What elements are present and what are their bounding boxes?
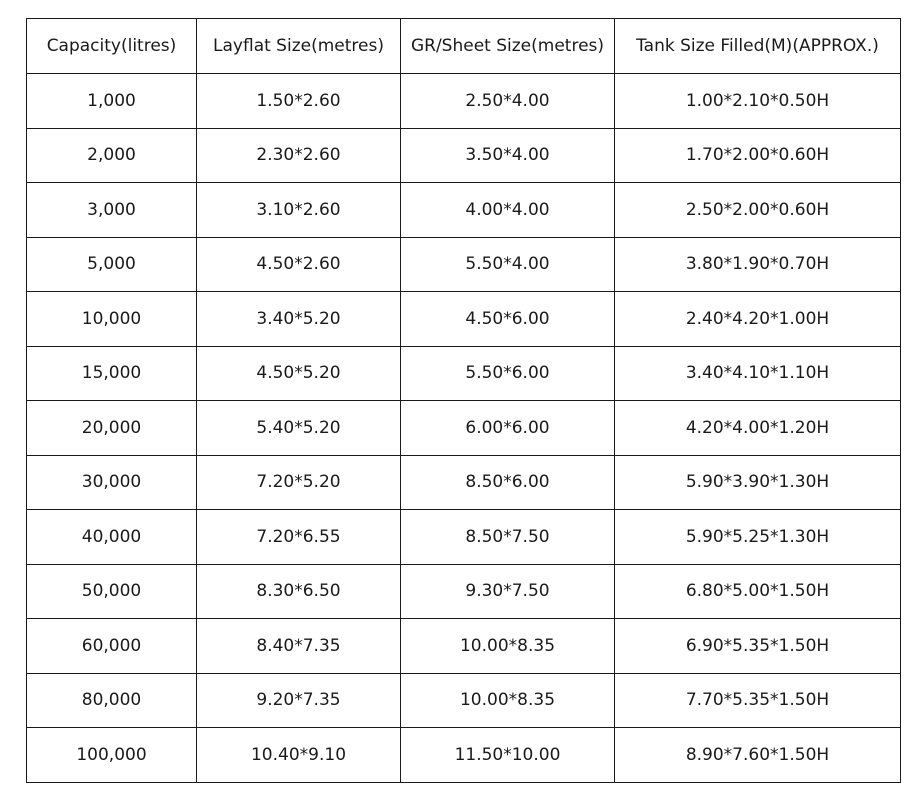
tank-size-filled-cell: 4.20*4.00*1.20H <box>615 401 901 456</box>
tank-size-filled-cell: 2.50*2.00*0.60H <box>615 183 901 238</box>
layflat-size-cell: 1.50*2.60 <box>197 74 401 129</box>
table-row <box>27 619 901 674</box>
tank-size-filled-cell: 1.70*2.00*0.60H <box>615 128 901 183</box>
header-layflat-size: Layflat Size(metres) <box>197 19 401 74</box>
table-row <box>27 728 901 783</box>
table-row <box>27 237 901 292</box>
header-capacity: Capacity(litres) <box>27 19 197 74</box>
table-row <box>27 128 901 183</box>
table-body <box>27 74 901 783</box>
tank-size-filled-cell: 7.70*5.35*1.50H <box>615 673 901 728</box>
layflat-size-cell: 4.50*2.60 <box>197 237 401 292</box>
capacity-cell: 30,000 <box>27 455 197 510</box>
table-row <box>27 673 901 728</box>
table-row <box>27 346 901 401</box>
sheet-size-cell: 5.50*6.00 <box>401 346 615 401</box>
sheet-size-cell: 9.30*7.50 <box>401 564 615 619</box>
layflat-size-cell: 5.40*5.20 <box>197 401 401 456</box>
tank-size-filled-cell: 3.80*1.90*0.70H <box>615 237 901 292</box>
layflat-size-cell: 7.20*6.55 <box>197 510 401 565</box>
capacity-cell: 5,000 <box>27 237 197 292</box>
layflat-size-cell: 8.30*6.50 <box>197 564 401 619</box>
sheet-size-cell: 2.50*4.00 <box>401 74 615 129</box>
header-tank-size-filled: Tank Size Filled(M)(APPROX.) <box>615 19 901 74</box>
capacity-cell: 10,000 <box>27 292 197 347</box>
capacity-cell: 20,000 <box>27 401 197 456</box>
layflat-size-cell: 10.40*9.10 <box>197 728 401 783</box>
layflat-size-cell: 2.30*2.60 <box>197 128 401 183</box>
header-row <box>27 19 901 74</box>
sheet-size-cell: 10.00*8.35 <box>401 673 615 728</box>
layflat-size-cell: 8.40*7.35 <box>197 619 401 674</box>
table-row <box>27 74 901 129</box>
capacity-cell: 2,000 <box>27 128 197 183</box>
tank-size-filled-cell: 3.40*4.10*1.10H <box>615 346 901 401</box>
layflat-size-cell: 3.40*5.20 <box>197 292 401 347</box>
sheet-size-cell: 3.50*4.00 <box>401 128 615 183</box>
layflat-size-cell: 9.20*7.35 <box>197 673 401 728</box>
table-row <box>27 183 901 238</box>
layflat-size-cell: 3.10*2.60 <box>197 183 401 238</box>
capacity-cell: 50,000 <box>27 564 197 619</box>
tank-size-table <box>26 18 901 783</box>
table-header <box>27 19 901 74</box>
capacity-cell: 60,000 <box>27 619 197 674</box>
layflat-size-cell: 7.20*5.20 <box>197 455 401 510</box>
capacity-cell: 100,000 <box>27 728 197 783</box>
capacity-cell: 80,000 <box>27 673 197 728</box>
tank-size-filled-cell: 2.40*4.20*1.00H <box>615 292 901 347</box>
sheet-size-cell: 4.00*4.00 <box>401 183 615 238</box>
sheet-size-cell: 5.50*4.00 <box>401 237 615 292</box>
tank-size-filled-cell: 1.00*2.10*0.50H <box>615 74 901 129</box>
table-row <box>27 292 901 347</box>
layflat-size-cell: 4.50*5.20 <box>197 346 401 401</box>
capacity-cell: 40,000 <box>27 510 197 565</box>
sheet-size-cell: 11.50*10.00 <box>401 728 615 783</box>
capacity-cell: 3,000 <box>27 183 197 238</box>
table-row <box>27 401 901 456</box>
table-row <box>27 455 901 510</box>
header-sheet-size: GR/Sheet Size(metres) <box>401 19 615 74</box>
tank-size-filled-cell: 6.80*5.00*1.50H <box>615 564 901 619</box>
sheet-size-cell: 8.50*6.00 <box>401 455 615 510</box>
table-row <box>27 564 901 619</box>
tank-size-filled-cell: 6.90*5.35*1.50H <box>615 619 901 674</box>
tank-size-filled-cell: 8.90*7.60*1.50H <box>615 728 901 783</box>
sheet-size-cell: 10.00*8.35 <box>401 619 615 674</box>
sheet-size-cell: 8.50*7.50 <box>401 510 615 565</box>
capacity-cell: 15,000 <box>27 346 197 401</box>
sheet-size-cell: 4.50*6.00 <box>401 292 615 347</box>
tank-size-filled-cell: 5.90*5.25*1.30H <box>615 510 901 565</box>
tank-size-filled-cell: 5.90*3.90*1.30H <box>615 455 901 510</box>
capacity-cell: 1,000 <box>27 74 197 129</box>
sheet-size-cell: 6.00*6.00 <box>401 401 615 456</box>
table-row <box>27 510 901 565</box>
